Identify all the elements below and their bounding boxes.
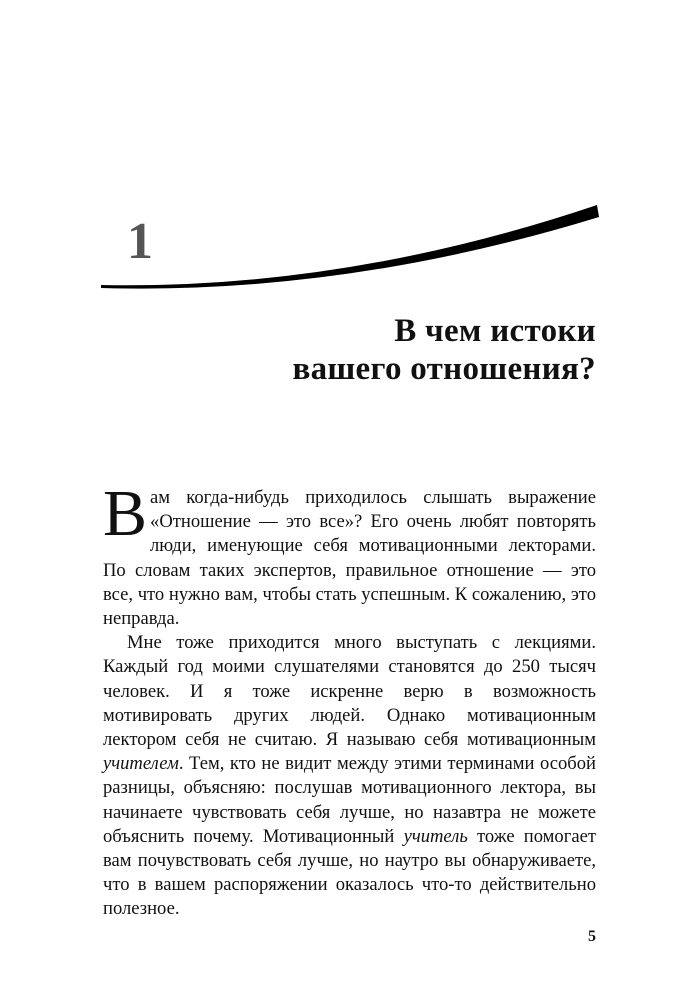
page-number: 5: [588, 928, 596, 945]
paragraph-2-emphasis-1: учителем: [103, 753, 179, 775]
paragraph-2-text-part-3: тоже помогает вам почувствовать себя лучше, но наутро вы обнаруживаете, что в вашем распоряжении оказалось что-то действительно полезное.: [103, 825, 596, 920]
drop-cap-letter: В: [103, 477, 148, 550]
paragraph-2-emphasis-2: учитель: [403, 825, 468, 847]
chapter-swoosh-decoration: [95, 195, 605, 295]
chapter-title-line-1: В чем истоки: [394, 313, 596, 349]
paragraph-1-text: ам когда-нибудь приходилось слышать выражение «Отношение — это все»? Его очень любят повторять люди, именующие себя мотивационными лекторами. По словам таких экспертов, правильное отношение — это все, что нужно вам, чтобы стать успешным. К сожалению, это неправда.: [103, 487, 596, 630]
chapter-body-text: [103, 477, 596, 922]
chapter-title: [176, 312, 596, 388]
paragraph-1: [103, 477, 596, 631]
chapter-number: 1: [127, 213, 153, 270]
paragraph-2-text-part-2: . Тем, кто не видит между этими терминами особой разницы, объясняю: послушав мотивационного лектора, вы начинаете чувствовать себя лучше, но назавтра не можете объяснить почему. Мотивационный: [103, 753, 596, 847]
paragraph-2-text-part-1: Мне тоже приходится много выступать с лекциями. Каждый год моими слушателями становятся до 250 тысяч человек. И я тоже искренне верю в возможность мотивировать других людей. Однако мотивационным лектором себя не считаю. Я называю себя мотивационным: [103, 632, 596, 751]
chapter-title-line-2: вашего отношения?: [292, 351, 596, 387]
paragraph-2: [103, 631, 596, 921]
